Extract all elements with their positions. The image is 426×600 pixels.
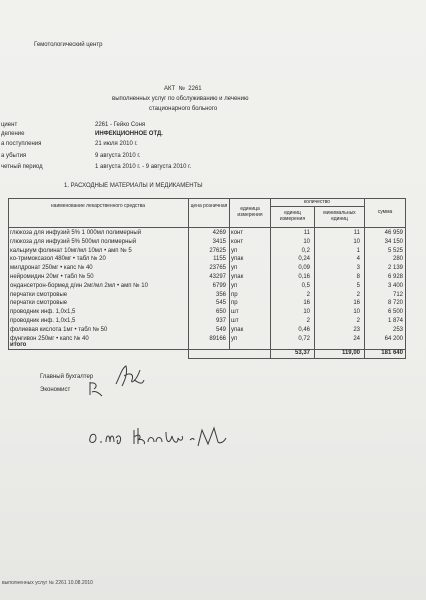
item-quantity: 16 [303,300,310,307]
item-name: милдронат 250мг • капс № 40 [10,265,93,272]
item-price: 43297 [209,274,226,280]
item-sum: 64 200 [384,335,403,342]
item-quantity: 0,2 [301,247,310,254]
header-sum: сумма [377,209,393,215]
item-minimal-units: 2 [356,318,360,324]
item-sum: 3 400 [387,282,403,289]
item-minimal-units: 10 [353,238,360,245]
item-price: 545 [215,300,226,307]
item-unit: пр [231,291,238,298]
item-minimal-units: 24 [353,335,360,342]
header-price: цена розничная [190,203,228,209]
item-sum: 280 [392,256,403,263]
item-name: проводник инф. 1,0х1,5 [10,318,76,324]
item-sum: 253 [392,326,403,333]
item-name: фолиевая кислота 1мг • табл № 50 [10,326,108,333]
patient-value: 2261 - Гейко Соня [95,122,146,128]
admission-date-value: 21 июля 2010 г. [95,141,138,147]
item-price: 356 [215,291,226,298]
item-unit: уп [231,247,238,254]
item-sum: 8 720 [387,300,403,307]
item-sum: 5 525 [387,247,403,254]
item-price: 23765 [209,265,226,272]
item-name: глюкоза для инфузий 5% 500мл полимерный [10,238,137,245]
item-price: 549 [215,326,226,333]
item-quantity: 0,5 [301,282,310,289]
item-name: ондансетрон-бормед д/ин 2мг/мл 2мл • амп № 10 [10,282,148,289]
patient-label: циент [1,122,18,128]
economist-signature [86,380,106,398]
act-subtitle-line1: выполненных услуг по обслуживанию и лечению [112,96,249,102]
item-quantity: 10 [303,309,310,316]
item-sum: 1 874 [387,318,403,324]
item-sum: 712 [392,291,403,298]
item-unit: упак [231,274,244,280]
item-minimal-units: 23 [353,326,360,333]
economist-label: Экономист [40,387,71,393]
total-quantity: 53,37 [294,350,310,356]
discharge-date-value: 9 августа 2010 г. [95,153,141,159]
report-period-label: четный период [1,164,43,170]
item-unit: уп [231,335,238,342]
item-minimal-units: 2 [356,291,360,298]
footer-text: выполненных услуг № 2261 10.08.2010 [2,580,93,586]
item-unit: упак [231,256,244,263]
item-unit: конт [231,238,244,245]
item-quantity: 0,16 [298,274,310,280]
header-name: наименование лекарственного средства [50,203,146,209]
item-name: ко-тримоксазол 480мг • табл № 20 [10,256,106,263]
item-price: 1155 [213,256,226,263]
item-unit: упак [231,326,244,333]
header-unit: единица измерения [237,206,263,218]
header-quantity: количество [303,199,331,205]
item-name: фунгивон 250мг • капс № 40 [10,335,89,342]
item-quantity: 0,72 [298,335,310,342]
item-minimal-units: 4 [356,256,360,263]
item-sum: 6 928 [387,274,403,280]
item-unit: шт [231,309,239,316]
center-name: Гемотологический центр [34,42,103,48]
item-quantity: 10 [303,238,310,245]
item-quantity: 2 [306,291,310,298]
item-unit: уп [231,265,238,272]
item-name: перчатки смотровые [10,300,68,307]
item-quantity: 2 [306,318,310,324]
section-title: 1. РАСХОДНЫЕ МАТЕРИАЛЫ И МЕДИКАМЕНТЫ [64,183,203,189]
total-sum: 181 640 [381,350,403,356]
item-price: 27625 [209,247,226,254]
item-price: 650 [215,309,226,316]
item-minimal-units: 1 [356,247,360,254]
item-price: 89166 [209,335,226,342]
item-quantity: 0,09 [298,265,310,272]
department-label: деление [1,131,25,137]
item-unit: шт [231,318,239,324]
item-minimal-units: 3 [356,265,360,272]
table-row [8,334,406,345]
item-minimal-units: 16 [353,300,360,307]
header-qty-minimal: минимальных единиц [323,210,356,222]
item-name: перчатки смотровые [10,291,68,298]
discharge-date-label: а убытия [1,153,27,159]
item-price: 4269 [212,230,226,236]
department-value: ИНФЕКЦИОННОЕ ОТД. [95,131,163,137]
item-sum: 46 959 [384,230,403,236]
item-unit: пр [231,300,238,307]
item-name: проводник инф. 1,0х1,5 [10,309,76,316]
accountant-signature [112,362,146,390]
item-price: 937 [215,318,226,324]
item-quantity: 11 [303,230,310,236]
admission-date-label: а поступления [1,141,42,147]
item-quantity: 0,46 [298,326,310,333]
item-minimal-units: 8 [356,274,360,280]
header-qty-units: единиц измерения [279,210,306,222]
item-unit: уп [231,282,238,289]
accountant-label: Главный бухгалтер [40,374,94,380]
item-price: 3415 [212,238,226,245]
item-price: 6799 [212,282,226,289]
item-minimal-units: 11 [353,230,360,236]
item-quantity: 0,24 [298,256,310,263]
report-period-value: 1 августа 2010 г. - 9 августа 2010 г. [95,164,192,170]
item-sum: 34 150 [384,238,403,245]
materials-table [8,198,406,360]
item-minimal-units: 10 [353,309,360,316]
item-sum: 6 500 [387,309,403,316]
item-unit: конт [231,230,244,236]
act-title: АКТ № 2261 [164,86,202,92]
item-sum: 2 139 [387,265,403,272]
item-name: кальциум фолинат 10мг/мл 10мл • амп № 5 [10,247,132,254]
item-name: нейромидин 20мг • табл № 50 [10,274,94,280]
handwritten-note [86,424,231,450]
item-name: глюкоза для инфузий 5% 1 000мл полимерный [10,230,142,236]
total-label: итого [10,342,27,348]
total-minimal: 119,00 [341,350,360,356]
item-minimal-units: 5 [356,282,360,289]
act-subtitle-line2: стационарного больного [149,106,218,112]
